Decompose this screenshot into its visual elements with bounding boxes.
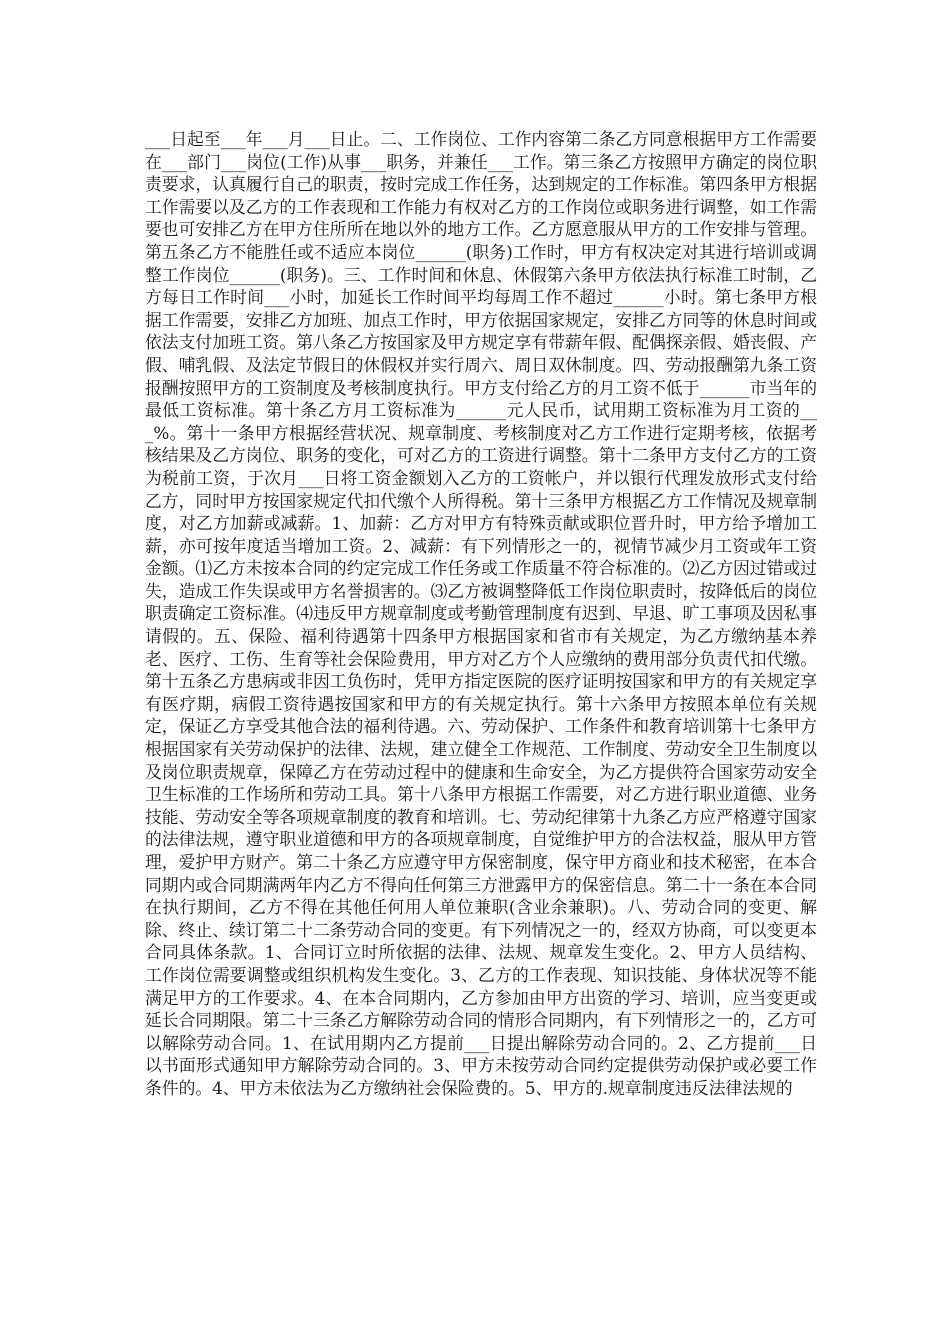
contract-body-text: ___日起至___年___月___日止。二、工作岗位、工作内容第二条乙方同意根据甲方工作需要在___部门___岗位(工作)从事___职务，并兼任___工作。第三条乙方按照甲方确定的岗位职责要求，认真履行自己的职责，按时完成工作任务，达到规定的工作标准。第四条甲方根据工作需要以及乙方的工作表现和工作能力有权对乙方的工作岗位或职务进行调整，如工作需要也可安排乙方在甲方住所所在地以外的地方工作。乙方愿意服从甲方的工作安排与管理。第五条乙方不能胜任或不适应本岗位______(职务)工作时，甲方有权决定对其进行培训或调整工作岗位______(职务)。三、工作时间和休息、休假第六条甲方依法执行标准工时制，乙方每日工作时间___小时，加延长工作时间平均每周工作不超过______小时。第七条甲方根据工作需要，安排乙方加班、加点工作时，甲方依据国家规定，安排乙方同等的休息时间或依法支付加班工资。第八条乙方按国家及甲方规定享有带薪年假、配偶探亲假、婚丧假、产假、哺乳假、及法定节假日的休假权并实行周六、周日双休制度。四、劳动报酬第九条工资报酬按照甲方的工资制度及考核制度执行。甲方支付给乙方的月工资不低于______市当年的最低工资标准。第十条乙方月工资标准为______元人民币，试用期工资标准为月工资的___%。第十一条甲方根据经营状况、规章制度、考核制度对乙方工作进行定期考核，依据考核结果及乙方岗位、职务的变化，可对乙方的工资进行调整。第十二条甲方支付乙方的工资为税前工资，于次月___日将工资金额划入乙方的工资帐户，并以银行代理发放形式支付给乙方，同时甲方按国家规定代扣代缴个人所得税。第十三条甲方根据乙方工作情况及规章制度，对乙方加薪或减薪。1、加薪：乙方对甲方有特殊贡献或职位晋升时，甲方给予增加工薪，亦可按年度适当增加工资。2、减薪：有下列情形之一的，视情节减少月工资或年工资金额。⑴乙方未按本合同的约定完成工作任务或工作质量不符合标准的。⑵乙方因过错或过失，造成工作失误或甲方名誉损害的。⑶乙方被调整降低工作岗位职责时，按降低后的岗位职责确定工资标准。⑷违反甲方规章制度或考勤管理制度有迟到、早退、旷工事项及因私事请假的。五、保险、福利待遇第十四条甲方根据国家和省市有关规定，为乙方缴纳基本养老、医疗、工伤、生育等社会保险费用，甲方对乙方个人应缴纳的费用部分负责代扣代缴。第十五条乙方患病或非因工负伤时，凭甲方指定医院的医疗证明按国家和甲方的有关规定享有医疗期，病假工资待遇按国家和甲方的有关规定执行。第十六条甲方按照本单位有关规定，保证乙方享受其他合法的福利待遇。六、劳动保护、工作条件和教育培训第十七条甲方根据国家有关劳动保护的法律、法规，建立健全工作规范、工作制度、劳动安全卫生制度以及岗位职责规章，保障乙方在劳动过程中的健康和生命安全，为乙方提供符合国家劳动安全卫生标准的工作场所和劳动工具。第十八条甲方根据工作需要，对乙方进行职业道德、业务技能、劳动安全等各项规章制度的教育和培训。七、劳动纪律第十九条乙方应严格遵守国家的法律法规，遵守职业道德和甲方的各项规章制度，自觉维护甲方的合法权益，服从甲方管理，爱护甲方财产。第二十条乙方应遵守甲方保密制度，保守甲方商业和技术秘密，在本合同期内或合同期满两年内乙方不得向任何第三方泄露甲方的保密信息。第二十一条在本合同在执行期间，乙方不得在其他任何用人单位兼职(含业余兼职)。八、劳动合同的变更、解除、终止、续订第二十二条劳动合同的变更。有下列情况之一的，经双方协商，可以变更本合同具体条款。1、合同订立时所依据的法律、法规、规章发生变化。2、甲方人员结构、工作岗位需要调整或组织机构发生变化。3、乙方的工作表现、知识技能、身体状况等不能满足甲方的工作要求。4、在本合同期内，乙方参加由甲方出资的学习、培训，应当变更或延长合同期限。第二十三条乙方解除劳动合同的情形合同期内，有下列情形之一的，乙方可以解除劳动合同。1、在试用期内乙方提前___日提出解除劳动合同的。2、乙方提前___日以书面形式通知甲方解除劳动合同的。3、甲方未按劳动合同约定提供劳动保护或必要工作条件的。4、甲方未依法为乙方缴纳社会保险费的。5、甲方的.规章制度违反法律法规的	[145, 129, 817, 1098]
